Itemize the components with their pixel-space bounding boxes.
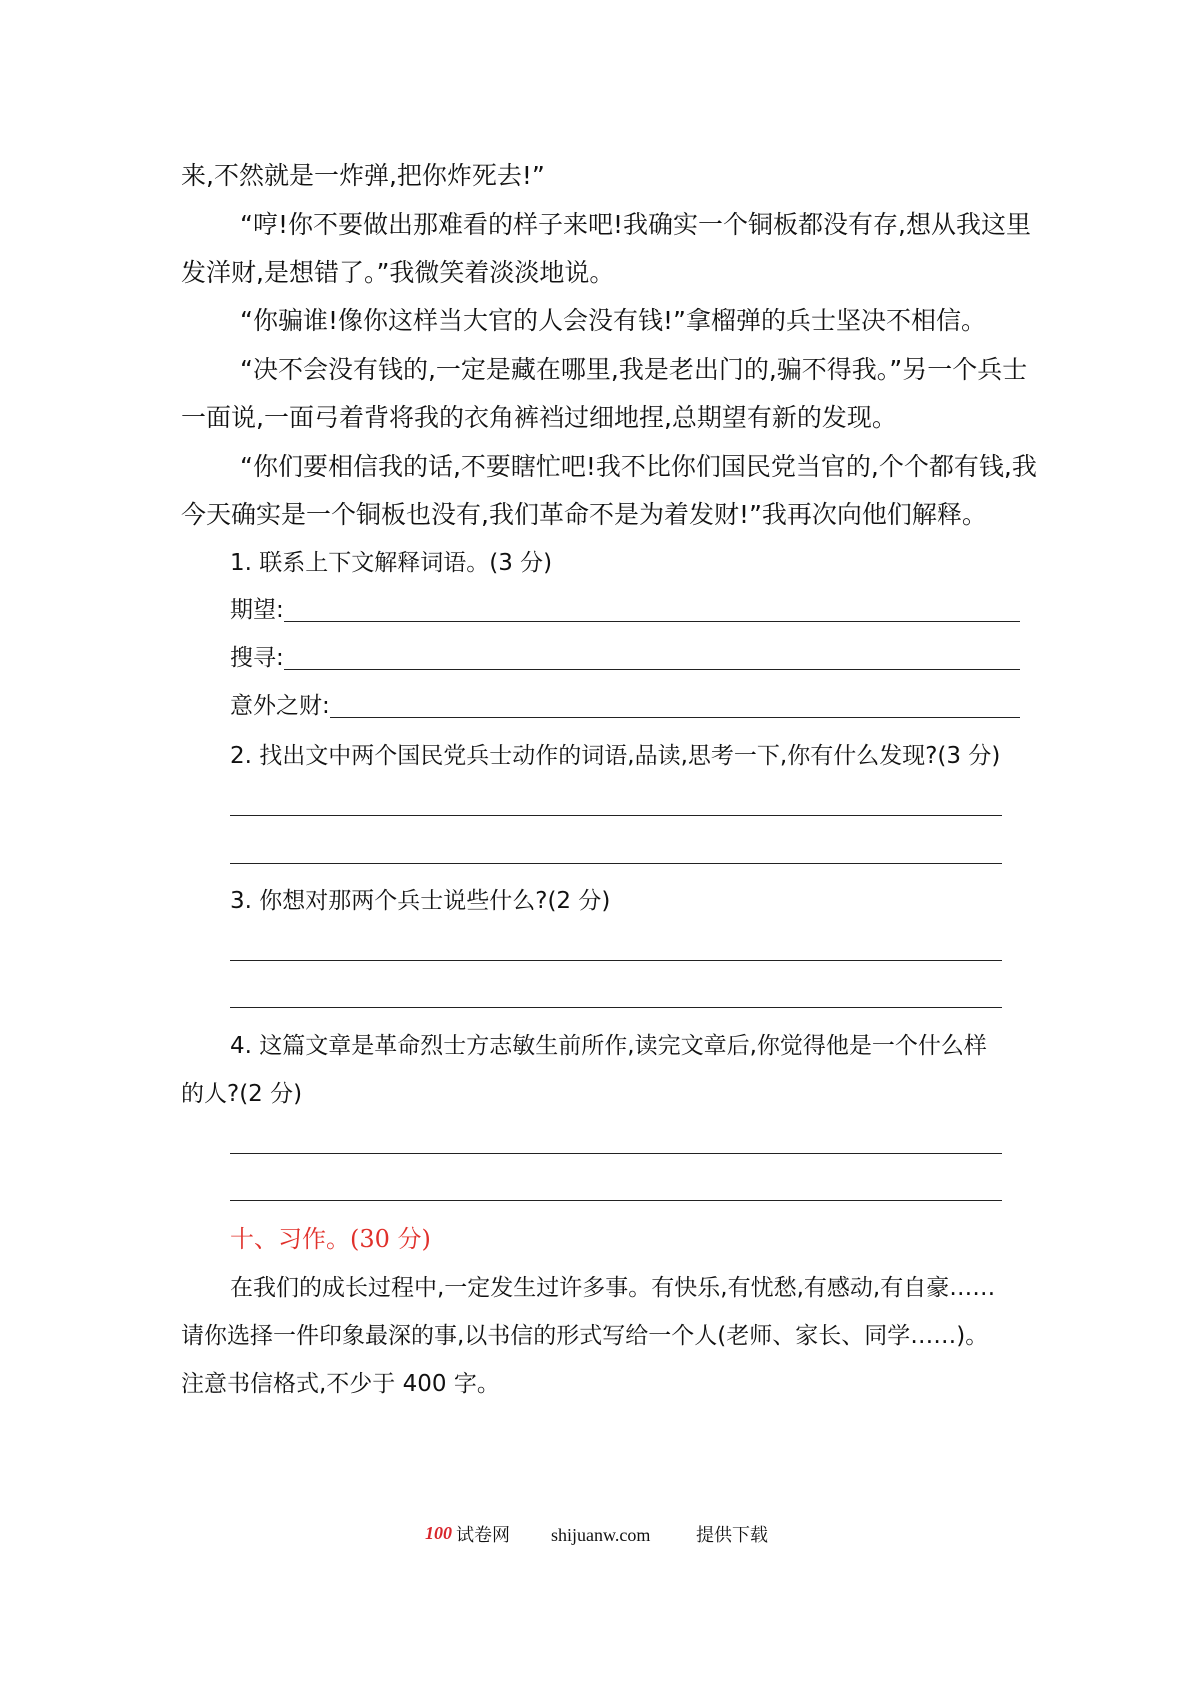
question-3-prompt: 3. 你想对那两个兵士说些什么?(2 分) — [230, 888, 611, 914]
question-1-prompt: 1. 联系上下文解释词语。(3 分) — [230, 550, 553, 576]
passage-line-6: 一面说,一面弓着背将我的衣角裤裆过细地捏,总期望有新的发现。 — [181, 403, 897, 432]
footer-note: 提供下载 — [696, 1525, 768, 1545]
site-url[interactable]: shijuanw.com — [551, 1525, 651, 1545]
q1-answer-line-3[interactable] — [330, 717, 1020, 718]
passage-line-2: “哼!你不要做出那难看的样子来吧!我确实一个铜板都没有存,想从我这里 — [240, 210, 1031, 239]
section-10-heading: 十、习作。(30 分) — [230, 1225, 431, 1253]
q1-term-row-1 — [230, 595, 1020, 625]
q1-answer-line-2[interactable] — [284, 669, 1020, 670]
q1-term-label: 搜寻: — [230, 645, 284, 671]
question-4-prompt-line-1: 4. 这篇文章是革命烈士方志敏生前所作,读完文章后,你觉得他是一个什么样 — [230, 1033, 987, 1059]
question-4-prompt-line-2: 的人?(2 分) — [181, 1081, 303, 1107]
page-footer — [0, 1522, 1191, 1552]
q3-answer-line-1[interactable] — [230, 960, 1002, 961]
q1-term-row-2 — [230, 643, 1020, 673]
q2-answer-line-1[interactable] — [230, 815, 1002, 816]
q1-term-row-3 — [230, 691, 1020, 721]
q1-term-label: 期望: — [230, 597, 284, 623]
passage-line-4: “你骗谁!像你这样当大官的人会没有钱!”拿榴弹的兵士坚决不相信。 — [240, 306, 986, 335]
passage-line-7: “你们要相信我的话,不要瞎忙吧!我不比你们国民党当官的,个个都有钱,我 — [240, 452, 1037, 481]
q1-term-label: 意外之财: — [230, 693, 330, 719]
site-logo-number: 100 — [425, 1523, 452, 1543]
q3-answer-line-2[interactable] — [230, 1007, 1002, 1008]
essay-instruction-line-2: 请你选择一件印象最深的事,以书信的形式写给一个人(老师、家长、同学……)。 — [181, 1323, 989, 1349]
question-2-prompt: 2. 找出文中两个国民党兵士动作的词语,品读,思考一下,你有什么发现?(3 分) — [230, 743, 1001, 769]
q4-answer-line-1[interactable] — [230, 1153, 1002, 1154]
site-logo-text: 试卷网 — [456, 1525, 510, 1545]
q2-answer-line-2[interactable] — [230, 863, 1002, 864]
q1-answer-line-1[interactable] — [284, 621, 1020, 622]
essay-instruction-line-3: 注意书信格式,不少于 400 字。 — [181, 1371, 500, 1397]
passage-line-5: “决不会没有钱的,一定是藏在哪里,我是老出门的,骗不得我。”另一个兵士 — [240, 355, 1028, 384]
essay-instruction-line-1: 在我们的成长过程中,一定发生过许多事。有快乐,有忧愁,有感动,有自豪…… — [230, 1275, 996, 1301]
q4-answer-line-2[interactable] — [230, 1200, 1002, 1201]
passage-line-3: 发洋财,是想错了。”我微笑着淡淡地说。 — [181, 258, 615, 287]
passage-line-8: 今天确实是一个铜板也没有,我们革命不是为着发财!”我再次向他们解释。 — [181, 500, 987, 529]
passage-line-1: 来,不然就是一炸弹,把你炸死去!” — [181, 161, 545, 190]
